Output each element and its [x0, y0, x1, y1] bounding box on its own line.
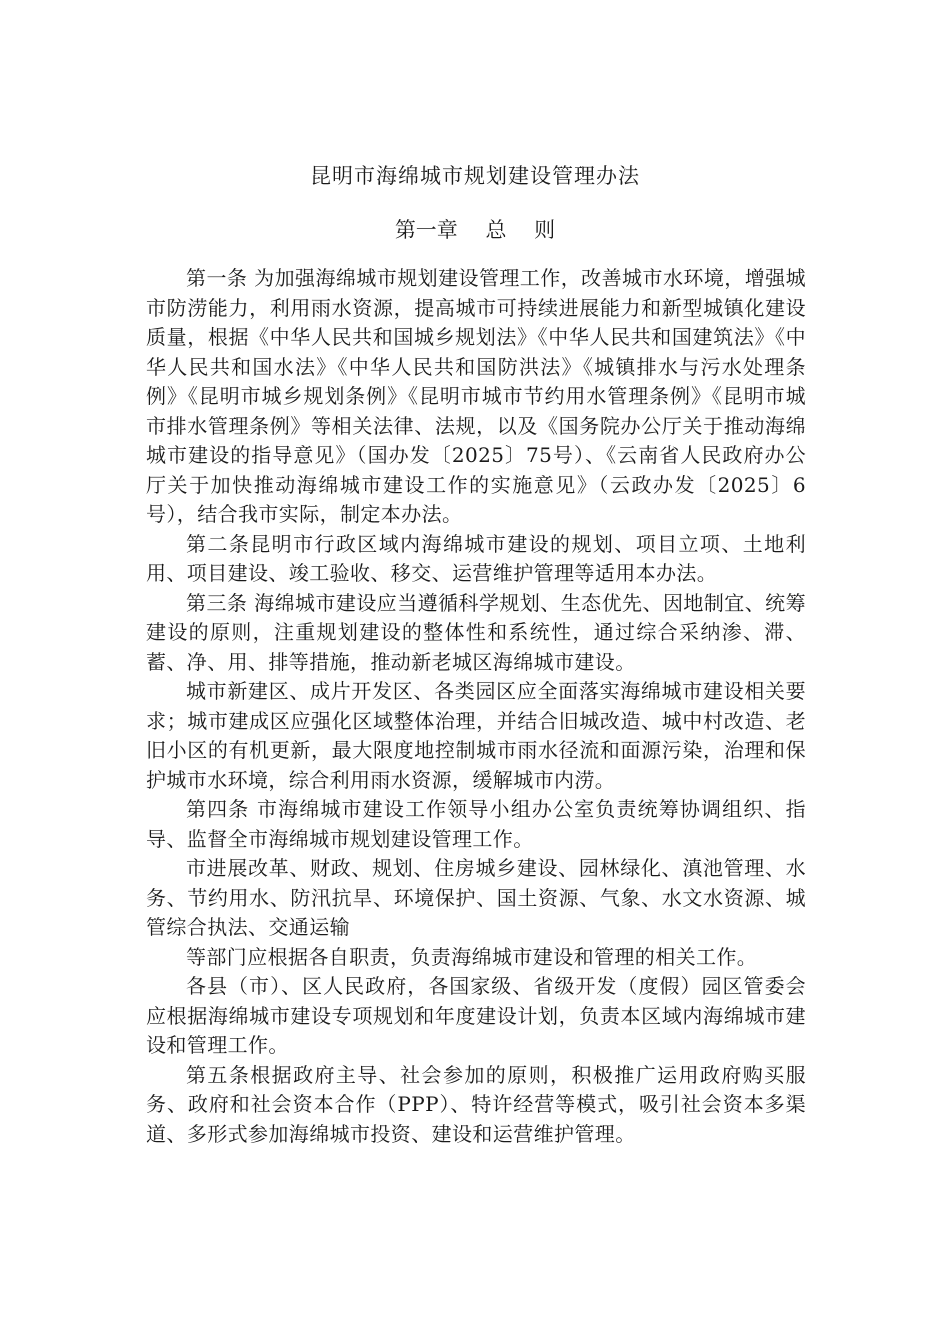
article-3-continuation-paragraph: 城市新建区、成片开发区、各类园区应全面落实海绵城市建设相关要求；城市建成区应强化区域整体治理，并结合旧城改造、城中村改造、老旧小区的有机更新，最大限度地控制城市雨水径流和面源污染，治理和保护城市水环境，综合利用雨水资源，缓解城市内涝。: [146, 679, 806, 792]
article-2-paragraph: 第二条昆明市行政区域内海绵城市建设的规划、项目立项、土地利用、项目建设、竣工验收、移交、运营维护管理等适用本办法。: [146, 531, 806, 585]
document-body: [146, 264, 806, 1149]
article-4-responsibility-paragraph: 等部门应根据各自职责，负责海绵城市建设和管理的相关工作。: [186, 944, 758, 969]
article-5-paragraph: 第五条根据政府主导、社会参加的原则，积极推广运用政府购买服务、政府和社会资本合作（PPP）、特许经营等模式，吸引社会资本多渠道、多形式参加海绵城市投资、建设和运营维护管理。: [146, 1062, 806, 1146]
article-4-paragraph: 第四条 市海绵城市建设工作领导小组办公室负责统筹协调组织、指导、监督全市海绵城市规划建设管理工作。: [146, 797, 806, 851]
chapter-heading: 第一章 总 则: [394, 218, 556, 242]
article-1-paragraph: 第一条 为加强海绵城市规划建设管理工作，改善城市水环境，增强城市防涝能力，利用雨水资源，提高城市可持续进展能力和新型城镇化建设质量，根据《中华人民共和国城乡规划法》《中华人民共和国建筑法》《中华人民共和国水法》《中华人民共和国防洪法》《城镇排水与污水处理条例》《昆明市城乡规划条例》《昆明市城市节约用水管理条例》《昆明市城市排水管理条例》等相关法律、法规，以及《国务院办公厅关于推动海绵城市建设的指导意见》（国办发〔2025〕75号）、《云南省人民政府办公厅关于加快推动海绵城市建设工作的实施意见》（云政办发〔2025〕6号），结合我市实际，制定本办法。: [146, 266, 806, 526]
article-3-paragraph: 第三条 海绵城市建设应当遵循科学规划、生态优先、因地制宜、统筹建设的原则，注重规划建设的整体性和系统性，通过综合采纳渗、滞、蓄、净、用、排等措施，推动新老城区海绵城市建设。: [146, 590, 806, 674]
article-4-counties-paragraph: 各县（市）、区人民政府，各国家级、省级开发（度假）园区管委会应根据海绵城市建设专项规划和年度建设计划，负责本区域内海绵城市建设和管理工作。: [146, 974, 806, 1057]
document-title: 昆明市海绵城市规划建设管理办法: [310, 164, 640, 188]
article-4-departments-paragraph: 市进展改革、财政、规划、住房城乡建设、园林绿化、滇池管理、水务、节约用水、防汛抗旱、环境保护、国土资源、气象、水文水资源、城管综合执法、交通运输: [146, 856, 806, 939]
